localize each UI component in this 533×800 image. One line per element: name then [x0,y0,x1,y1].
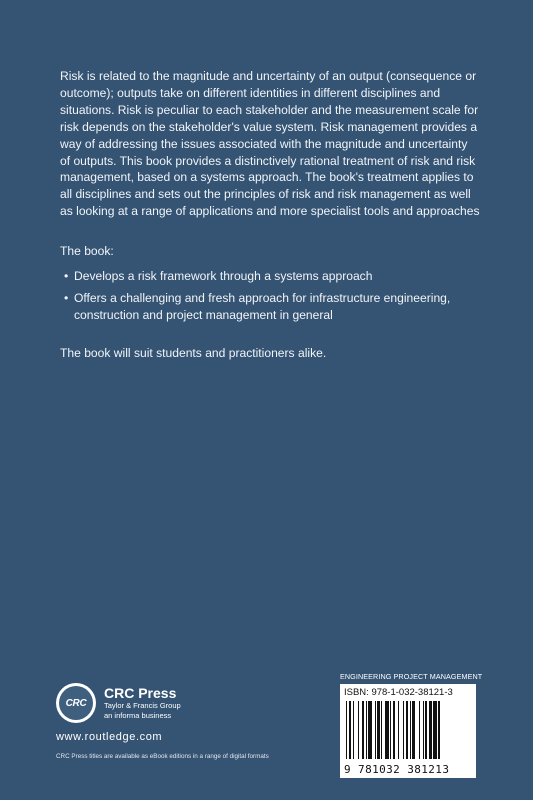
barcode-bar [385,701,389,759]
barcode-bar [403,701,404,759]
barcode-bars [346,701,470,759]
series-label: ENGINEERING PROJECT MANAGEMENT [340,672,483,681]
crc-logo-icon [56,683,96,723]
isbn-label: ISBN: 978-1-032-38121-3 [344,687,453,698]
barcode-bar [425,701,426,759]
barcode-bar [429,701,432,759]
bullet-icon: • [64,290,69,305]
barcode-bar [381,701,382,759]
barcode-bar [398,701,399,759]
barcode-bar [377,701,380,759]
barcode-bar [362,701,365,759]
barcode-bar [353,701,354,759]
crc-logo-text: CRC [59,686,93,720]
feature-text: Offers a challenging and fresh approach for infrastructure engineering, construction and project management in general [74,290,451,322]
barcode-bar [366,701,367,759]
barcode-bar [358,701,359,759]
barcode-box [340,684,476,778]
publisher-block [56,683,316,760]
barcode-bar [406,701,409,759]
feature-list [60,268,480,324]
barcode-bar [410,701,411,759]
barcode-digits: 9 781032 381213 [344,763,450,776]
publisher-subtitle: an informa business [104,711,172,720]
barcode-bar [423,701,424,759]
barcode-bar [393,701,396,759]
barcode-bar [390,701,391,759]
barcode-bar [349,701,352,759]
publisher-url[interactable]: www.routledge.com [56,731,163,743]
barcode-bar [412,701,415,759]
barcode-block [340,672,483,778]
barcode-bar [433,701,437,759]
barcode-bar [346,701,347,759]
bullet-intro: The book: [60,244,114,259]
barcode-bar [368,701,372,759]
feature-text: Develops a risk framework through a systems approach [74,269,373,284]
blurb-text [60,68,480,362]
closing-sentence: The book will suit students and practitioners alike. [60,345,327,360]
barcode-bar [375,701,376,759]
publisher-group: Taylor & Francis Group [104,701,181,710]
publisher-logo [56,683,316,723]
feature-item [60,290,480,324]
publisher-name: CRC Press [104,685,177,701]
barcode-bar [419,701,420,759]
ebook-note: CRC Press titles are available as eBook editions in a range of digital formats [56,753,269,760]
feature-item [60,268,480,285]
bullet-icon: • [64,269,69,284]
description-paragraph: Risk is related to the magnitude and uncertainty of an output (consequence or outcome); outputs take on different identities in different disciplines and situations. Risk is peculiar to each stakeholder and the measurement scale for risk depends on the stakeholder's value system. Risk management provides a way of addressing the issues associated with the magnitude and uncertainty of outputs. This book provides a distinctively rational treatment of risk and risk management, based on a systems approach. The book's treatment applies to all disciplines and sets out the principles of risk and risk management as well as looking at a range of applications and more specialist tools and approaches [60,69,480,219]
publisher-wordmark [104,685,181,721]
barcode-bar [438,701,439,759]
